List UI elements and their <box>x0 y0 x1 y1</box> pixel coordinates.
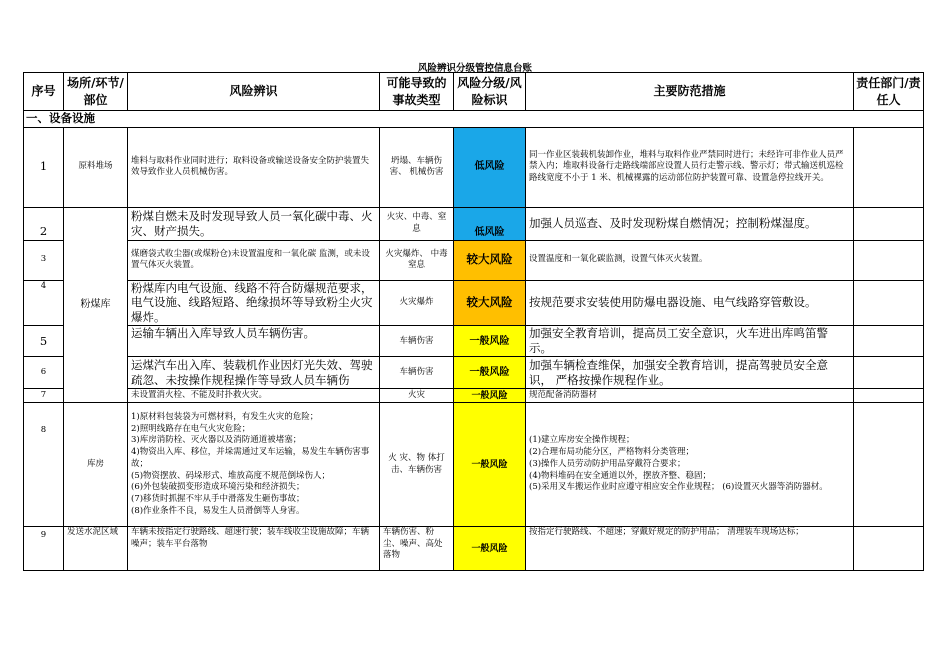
row-owner <box>854 127 924 207</box>
table-row <box>24 389 924 403</box>
risk-level-badge: 一般风险 <box>454 389 526 403</box>
row-no: 8 <box>24 403 64 527</box>
risk-item: 4)物资出入库、移位，并垛需通过叉车运输，易发生车辆伤害事故； <box>131 447 370 469</box>
row-no: 1 <box>24 127 64 207</box>
risk-level-badge: 较大风险 <box>454 280 526 326</box>
row-risk: 车辆未按指定行驶路线、超速行驶；装车线收尘设施故障；车辆噪声；装车平台落物 <box>128 527 380 571</box>
table-row <box>24 403 924 527</box>
row-owner <box>854 357 924 389</box>
measure-item: (4)物料堆码在安全通道以外，摆放齐整、稳固； <box>529 470 712 481</box>
row-measures: 同一作业区装载机装卸作业，堆料与取料作业严禁同时进行；未经许可非作业人员严禁入内；堆取料设备行走路线端部应设置人员行走警示线、警示灯；带式输送机巡检路线宽度不小于 1 米、机械裸露的运动部位防护装置可靠、设置急停拉线开关。 <box>526 127 854 207</box>
risk-item: (5)物资摆放、码垛形式、堆放高度不规范倒垛伤人； <box>131 470 331 481</box>
measure-item: (5)采用叉车搬运作业时应遵守相应安全作业规程； (6)设置灭火器等消防器材。 <box>529 482 828 493</box>
row-no: 9 <box>24 527 64 571</box>
row-measures: 按指定行驶路线、不超速；穿戴好规定的防护用品； 清理装车现场达标； <box>526 527 854 571</box>
row-owner <box>854 389 924 403</box>
risk-level-badge: 较大风险 <box>454 240 526 280</box>
risk-item: 2)照明线路存在电气火灾危险； <box>131 423 251 434</box>
row-accident: 火灾爆炸、 中毒窒息 <box>380 240 454 280</box>
risk-item: (6)外包装破损变形造成环境污染和经济损失； <box>131 482 305 493</box>
row-owner <box>854 326 924 357</box>
header-accident: 可能导致的事故类型 <box>380 73 454 111</box>
risk-level-badge: 一般风险 <box>454 357 526 389</box>
row-place: 原料堆场 <box>64 127 128 207</box>
header-owner: 责任部门/责任人 <box>854 73 924 111</box>
row-no: 5 <box>24 326 64 357</box>
risk-item: (8)作业条件不良，易发生人员滑倒等人身害。 <box>131 505 305 516</box>
measure-item: (2)合理布局功能分区，严格物料分类管理； <box>529 447 695 458</box>
header-measures: 主要防范措施 <box>526 73 854 111</box>
section-row <box>24 111 924 128</box>
header-place: 场所/环节/部位 <box>64 73 128 111</box>
row-owner <box>854 280 924 326</box>
measure-item: (1)建立库房安全操作规程； <box>529 435 635 446</box>
row-no: 6 <box>24 357 64 389</box>
row-measures: 加强车辆检查维保，加强安全教育培训，提高驾驶员安全意识， 严格按操作规程作业。 <box>526 357 854 389</box>
row-no: 7 <box>24 389 64 403</box>
page-title: 风险辨识分级管控信息台账 <box>417 63 532 74</box>
row-measures: 按规范要求安装使用防爆电器设施、电气线路穿管敷设。 <box>526 280 854 326</box>
table-row <box>24 357 924 389</box>
table-row <box>24 240 924 280</box>
row-accident: 坍塌、车辆伤害、 机械伤害 <box>380 127 454 207</box>
row-place: 发送水泥区域 <box>64 527 128 571</box>
row-risk: 堆料与取料作业同时进行；取料设备或输送设备安全防护装置失效导致作业人员机械伤害。 <box>128 127 380 207</box>
row-accident: 火灾 <box>380 389 454 403</box>
row-no: 4 <box>24 280 64 326</box>
row-no: 3 <box>24 240 64 280</box>
header-row <box>24 73 924 111</box>
row-risk: 煤磨袋式收尘器(或煤粉仓)未设置温度和一氧化碳 监测，或未设置气体灭火装置。 <box>128 240 380 280</box>
table-row <box>24 527 924 571</box>
table-row <box>24 280 924 326</box>
table-row <box>24 127 924 207</box>
section-title: 一、设备设施 <box>24 111 924 128</box>
row-risk-list <box>128 403 380 527</box>
row-owner <box>854 403 924 527</box>
risk-item: (7)移货时抓握不牢从手中滑落发生砸伤事故； <box>131 494 305 504</box>
table-row <box>24 207 924 240</box>
row-measures: 加强安全教育培训，提高员工安全意识，火车进出库鸣笛警示。 <box>526 326 854 357</box>
table-row <box>24 326 924 357</box>
risk-item: 1)原材料包装袋为可燃材料，有发生火灾的危险； <box>131 411 319 422</box>
row-place: 库房 <box>64 403 128 527</box>
row-owner <box>854 527 924 571</box>
risk-level-badge: 低风险 <box>454 127 526 207</box>
row-measures: 加强人员巡查、及时发现粉煤自燃情况；控制粉煤湿度。 <box>526 207 854 240</box>
row-risk: 运煤汽车出入库、装载机作业因灯光失效、驾驶 疏忽、未按操作规程操作等导致人员车辆伤 <box>128 357 380 389</box>
risk-level-badge: 低风险 <box>454 207 526 240</box>
risk-item: 3)库房消防栓、灭火器以及消防通道被堵塞； <box>131 435 302 446</box>
row-owner <box>854 207 924 240</box>
risk-ledger-table <box>23 72 924 571</box>
row-risk: 粉煤库内电气设施、线路不符合防爆规范要求， 电气设施、线路短路、绝缘损坏等导致粉尘火灾 爆炸。 <box>128 280 380 326</box>
row-accident: 火 灾、物 体打 击、车辆伤害 <box>380 403 454 527</box>
row-no: 2 <box>24 207 64 240</box>
row-accident: 车辆伤害、粉尘、噪声、高处 落物 <box>380 527 454 571</box>
measure-item: (3)操作人员劳动防护用品穿戴符合要求； <box>529 458 686 469</box>
header-no: 序号 <box>24 73 64 111</box>
header-risk: 风险辨识 <box>128 73 380 111</box>
row-measures: 设置温度和一氧化碳监测，设置气体灭火装置。 <box>526 240 854 280</box>
row-risk: 运输车辆出入库导致人员车辆伤害。 <box>128 326 380 357</box>
risk-level-badge: 一般风险 <box>454 403 526 527</box>
risk-level-badge: 一般风险 <box>454 326 526 357</box>
row-measures: 规范配备消防器材 <box>526 389 854 403</box>
row-place-group: 粉煤库 <box>64 207 128 403</box>
header-level: 风险分级/风险标识 <box>454 73 526 111</box>
row-accident: 火灾、中毒、窒息 <box>380 207 454 240</box>
risk-level-badge: 一般风险 <box>454 527 526 571</box>
row-risk: 未设置消火栓、不能及时扑救火灾。 <box>128 389 380 403</box>
row-owner <box>854 240 924 280</box>
row-measures-list <box>526 403 854 527</box>
row-risk: 粉煤自燃未及时发现导致人员一氧化碳中毒、火 灾、财产损失。 <box>128 207 380 240</box>
row-accident: 火灾爆炸 <box>380 280 454 326</box>
row-accident: 车辆伤害 <box>380 357 454 389</box>
row-accident: 车辆伤害 <box>380 326 454 357</box>
